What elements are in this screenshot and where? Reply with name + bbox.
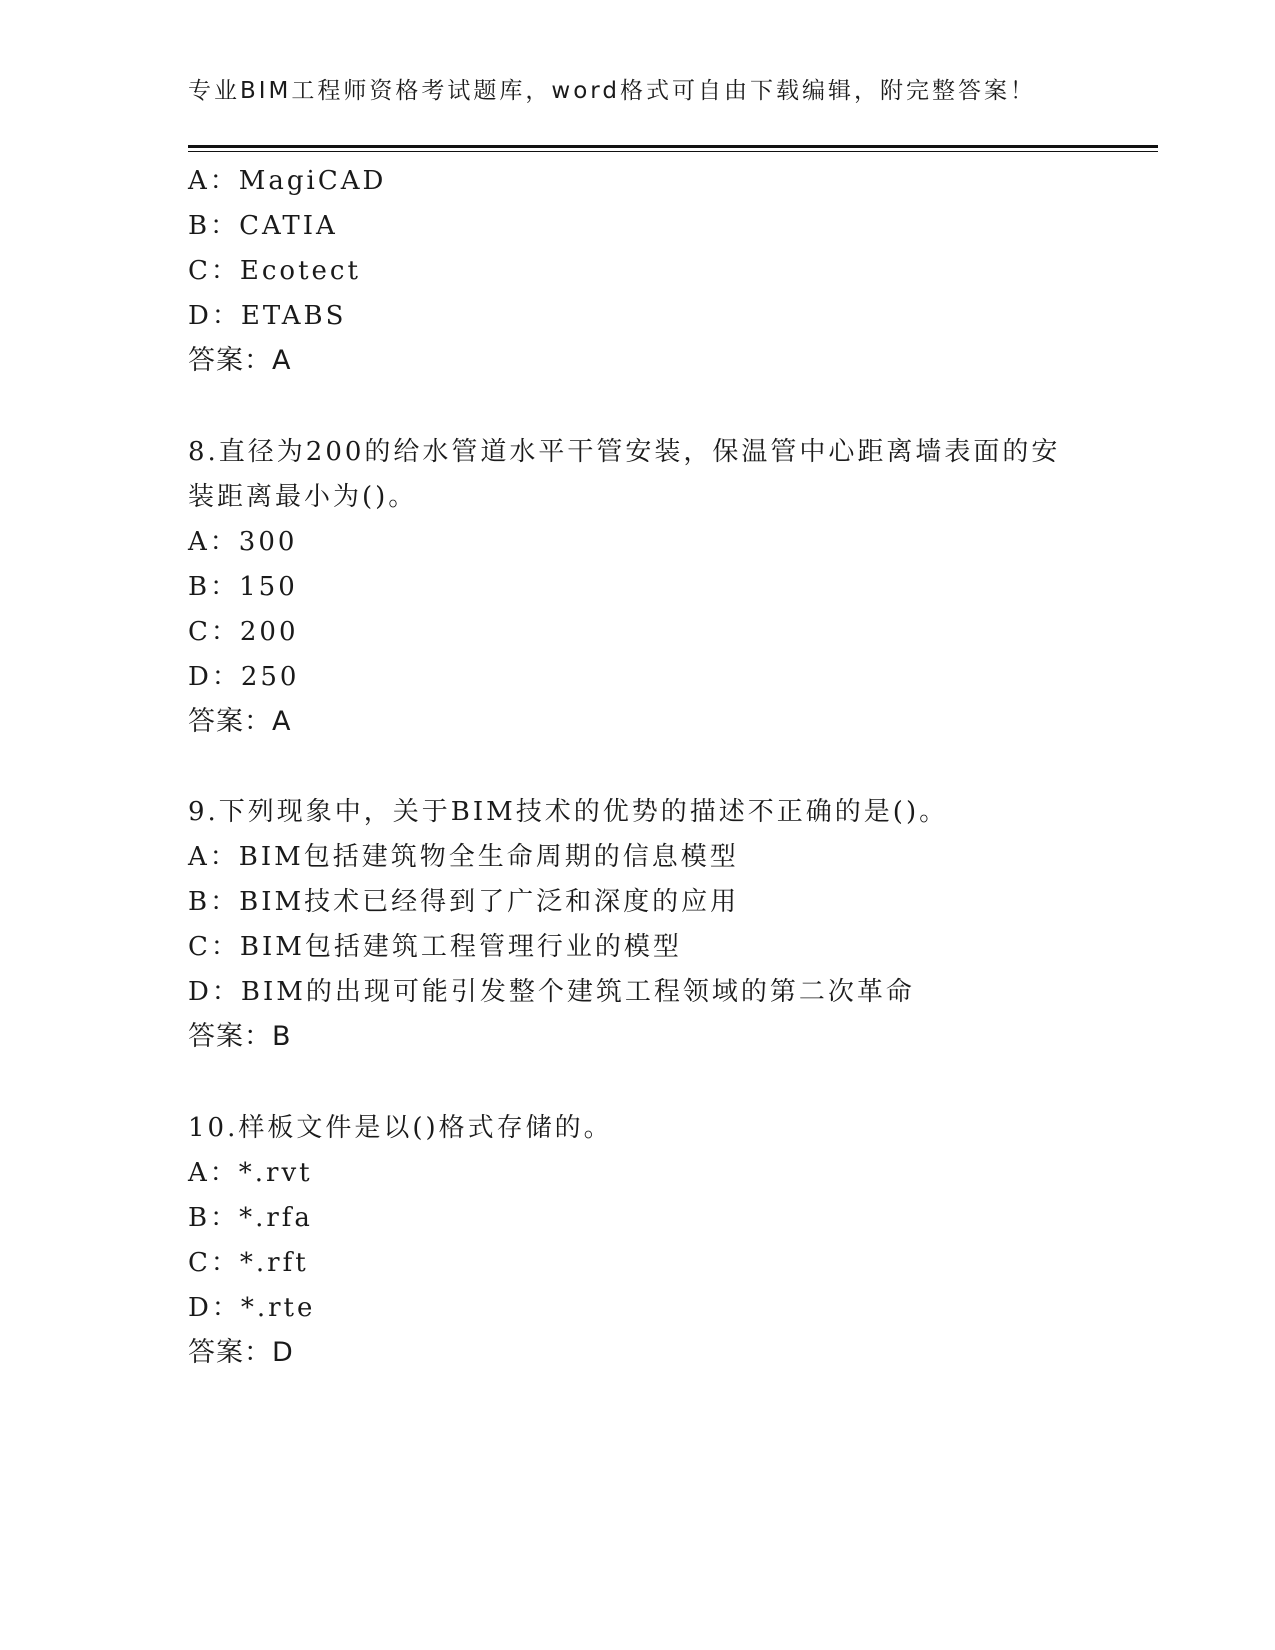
- q10-stem-line-1: 10.样板文件是以()格式存储的。: [188, 1113, 613, 1143]
- q8-option-d: D：250: [188, 662, 300, 692]
- page-header: 专业BIM工程师资格考试题库，word格式可自由下载编辑，附完整答案！: [188, 78, 1036, 104]
- q7-option-a: A：MagiCAD: [188, 166, 387, 196]
- q9-stem-line-1: 9.下列现象中，关于BIM技术的优势的描述不正确的是()。: [188, 797, 949, 827]
- q8-option-b: B：150: [188, 572, 298, 602]
- q9-option-a: A：BIM包括建筑物全生命周期的信息模型: [188, 842, 739, 872]
- q7-option-d: D：ETABS: [188, 301, 347, 331]
- q7-answer: 答案：A: [188, 345, 292, 376]
- q10-option-c: C：*.rft: [188, 1248, 309, 1278]
- q9-option-d: D：BIM的出现可能引发整个建筑工程领域的第二次革命: [188, 977, 915, 1007]
- q10-option-a: A：*.rvt: [188, 1158, 313, 1188]
- q8-stem-line-2: 装距离最小为()。: [188, 482, 418, 512]
- header-rule-thin: [188, 151, 1158, 152]
- q9-answer: 答案：B: [188, 1021, 292, 1052]
- q9-option-b: B：BIM技术已经得到了广泛和深度的应用: [188, 887, 740, 917]
- q10-option-d: D：*.rte: [188, 1293, 316, 1323]
- q8-stem-line-1: 8.直径为200的给水管道水平干管安装，保温管中心距离墙表面的安: [188, 437, 1061, 467]
- q10-answer: 答案：D: [188, 1337, 294, 1368]
- q9-option-c: C：BIM包括建筑工程管理行业的模型: [188, 932, 682, 962]
- q7-option-b: B：CATIA: [188, 211, 338, 241]
- q8-answer: 答案：A: [188, 706, 292, 737]
- q8-option-c: C：200: [188, 617, 299, 647]
- header-rule-thick: [188, 145, 1158, 148]
- q7-option-c: C：Ecotect: [188, 256, 361, 286]
- q8-option-a: A：300: [188, 527, 298, 557]
- q10-option-b: B：*.rfa: [188, 1203, 313, 1233]
